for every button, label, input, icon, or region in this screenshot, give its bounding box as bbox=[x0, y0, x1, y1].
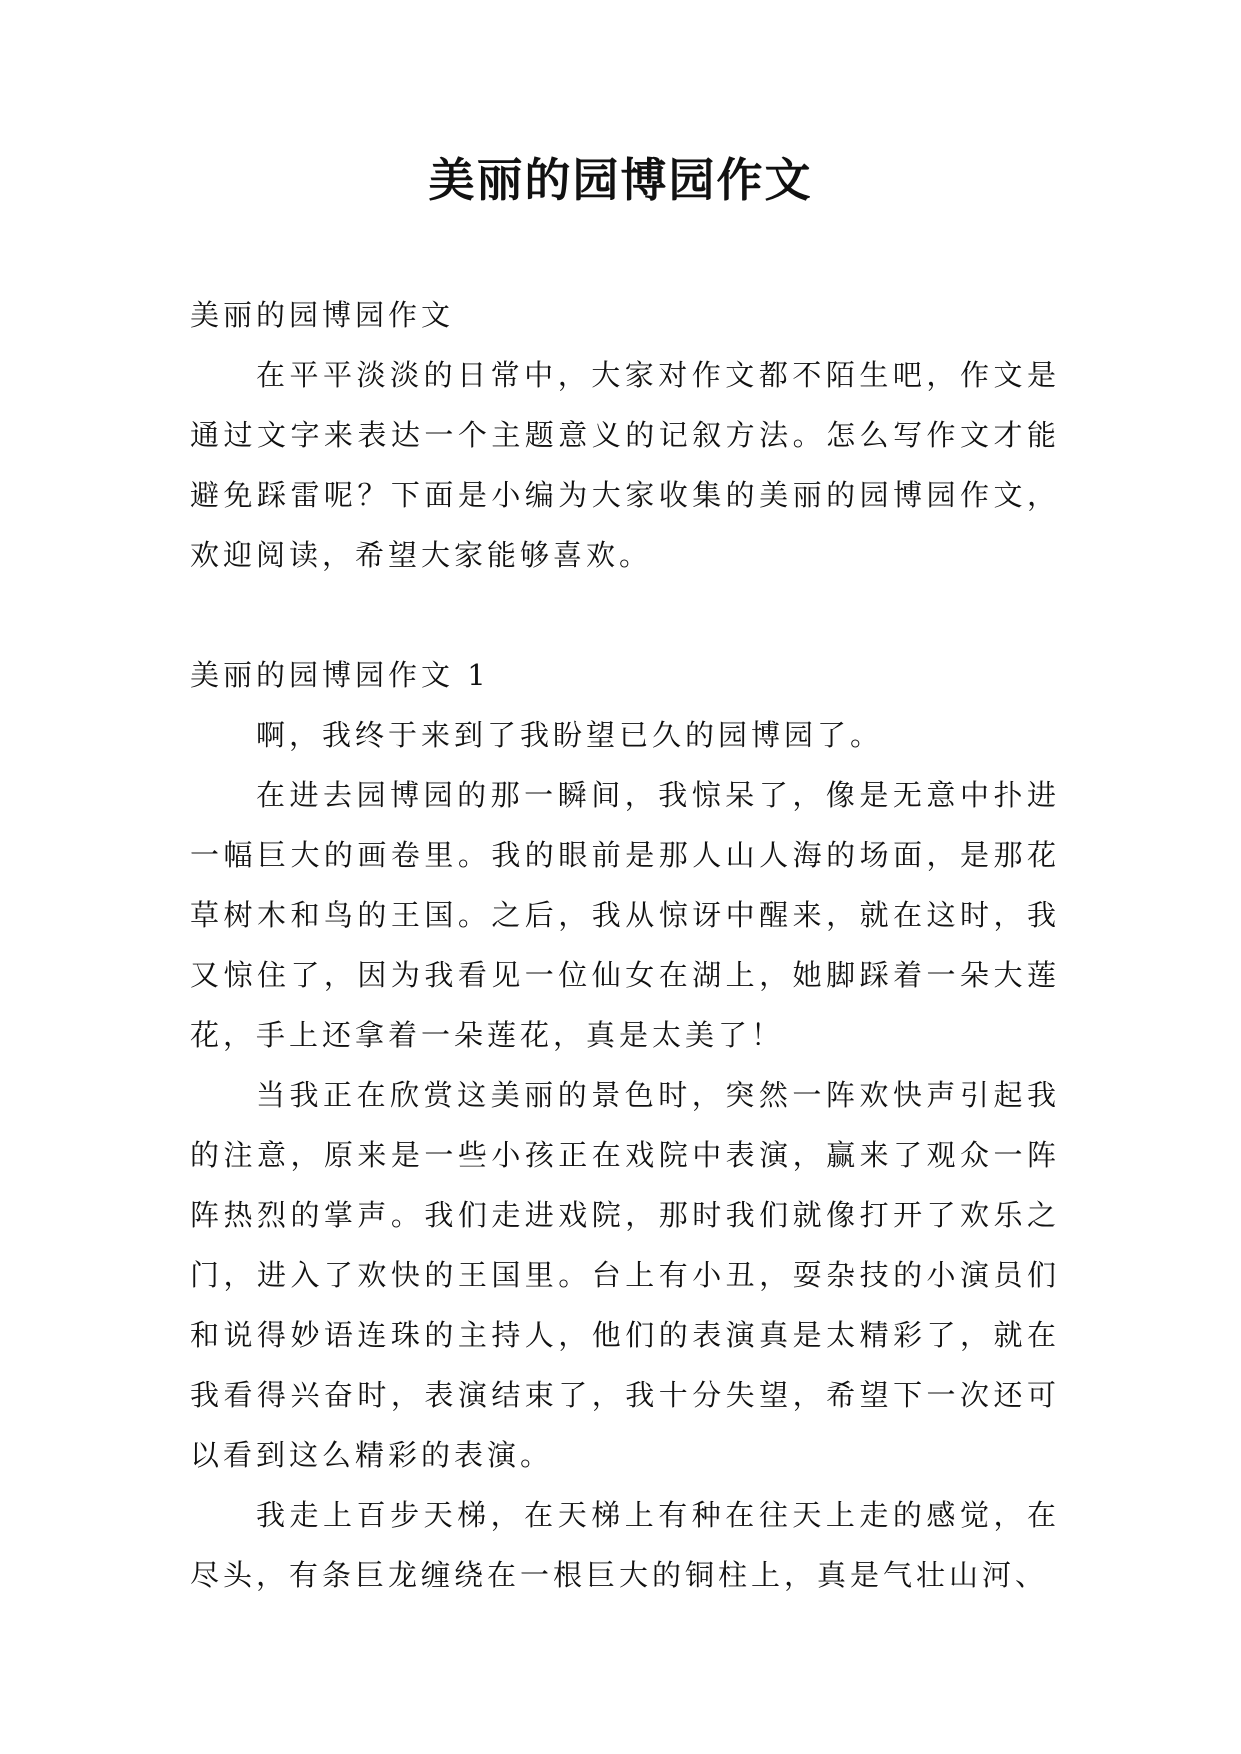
essay-paragraph-3: 当我正在欣赏这美丽的景色时，突然一阵欢快声引起我的注意，原来是一些小孩正在戏院中表演，赢来了观众一阵阵热烈的掌声。我们走进戏院，那时我们就像打开了欢乐之门，进入了欢快的王国里。台上有小丑，耍杂技的小演员们和说得妙语连珠的主持人，他们的表演真是太精彩了，就在我看得兴奋时，表演结束了，我十分失望，希望下一次还可以看到这么精彩的表演。 bbox=[190, 1078, 1060, 1472]
essay-heading: 美丽的园博园作文 1 bbox=[190, 658, 490, 692]
document-body bbox=[190, 285, 1060, 1605]
section-spacer bbox=[190, 585, 1060, 645]
intro-paragraph: 在平平淡淡的日常中，大家对作文都不陌生吧，作文是通过文字来表达一个主题意义的记叙方法。怎么写作文才能避免踩雷呢？下面是小编为大家收集的美丽的园博园作文，欢迎阅读，希望大家能够喜欢。 bbox=[190, 358, 1060, 572]
essay-paragraph-2: 在进去园博园的那一瞬间，我惊呆了，像是无意中扑进一幅巨大的画卷里。我的眼前是那人山人海的场面，是那花草树木和鸟的王国。之后，我从惊讶中醒来，就在这时，我又惊住了，因为我看见一位仙女在湖上，她脚踩着一朵大莲花，手上还拿着一朵莲花，真是太美了！ bbox=[190, 778, 1060, 1052]
document-title: 美丽的园博园作文 bbox=[428, 153, 813, 207]
intro-heading: 美丽的园博园作文 bbox=[190, 298, 455, 332]
essay-paragraph-1: 啊，我终于来到了我盼望已久的园博园了。 bbox=[256, 718, 884, 752]
essay-paragraph-4: 我走上百步天梯，在天梯上有种在往天上走的感觉，在尽头，有条巨龙缠绕在一根巨大的铜柱上，真是气壮山河、 bbox=[190, 1498, 1060, 1592]
